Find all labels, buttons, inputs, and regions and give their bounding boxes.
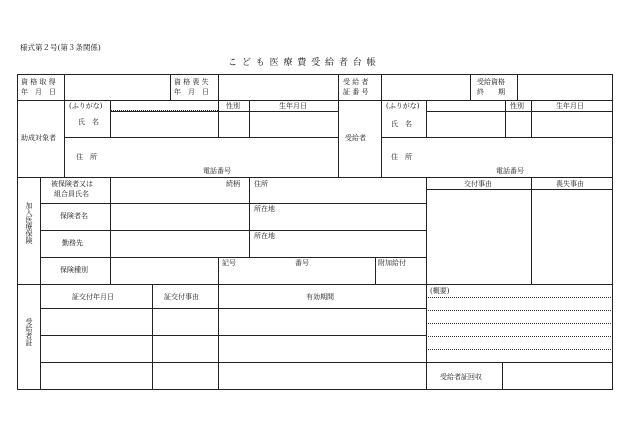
recipient-dob-label: 生年月日 bbox=[556, 102, 584, 110]
line bbox=[40, 203, 426, 204]
line bbox=[218, 100, 219, 137]
line bbox=[426, 111, 613, 112]
line bbox=[517, 74, 518, 100]
line bbox=[249, 177, 250, 257]
insured-label-2: 組合員氏名 bbox=[54, 190, 89, 198]
cert-no-label-2: 証 番 号 bbox=[343, 88, 369, 96]
subject-name-label: 氏 名 bbox=[78, 118, 99, 126]
acquire-ymd-label: 年 月 日 bbox=[21, 88, 56, 96]
recipient-phone-label: 電話番号 bbox=[496, 167, 524, 175]
line bbox=[428, 323, 611, 324]
subject-dob-label: 生年月日 bbox=[279, 102, 307, 110]
recipient-address-label: 住 所 bbox=[391, 153, 412, 161]
line bbox=[470, 74, 471, 100]
line bbox=[531, 177, 532, 284]
line bbox=[426, 177, 427, 284]
workplace-label: 勤務先 bbox=[62, 239, 83, 247]
line bbox=[426, 100, 427, 137]
line bbox=[170, 74, 171, 100]
line bbox=[152, 284, 153, 390]
end-label-1: 受給資格 bbox=[477, 78, 505, 86]
line bbox=[40, 177, 41, 284]
holder-location-label: 所在地 bbox=[254, 205, 275, 213]
issue-reason-label: 交付事由 bbox=[464, 180, 492, 188]
line bbox=[426, 189, 613, 190]
line bbox=[40, 257, 426, 258]
validity-label: 有効期間 bbox=[306, 293, 334, 301]
cert-issue-reason-label: 証交付事由 bbox=[164, 293, 199, 301]
line bbox=[218, 284, 219, 390]
issue-date-label: 証交付年月日 bbox=[72, 293, 114, 301]
line bbox=[428, 297, 611, 298]
number-label: 番号 bbox=[295, 259, 309, 267]
subject-furigana-label: (ふりがな) bbox=[69, 102, 103, 110]
line bbox=[110, 177, 111, 284]
line bbox=[505, 100, 506, 137]
end-label-2: 終 期 bbox=[477, 88, 505, 96]
loss-reason-label: 喪失事由 bbox=[556, 180, 584, 188]
lose-date-label: 資 格 喪 失 bbox=[174, 78, 209, 86]
lose-ymd-label: 年 月 日 bbox=[174, 88, 209, 96]
line bbox=[375, 257, 376, 284]
ledger-frame bbox=[17, 74, 613, 390]
line bbox=[40, 284, 41, 390]
recovery-label: 受給者証回収 bbox=[440, 373, 482, 381]
line bbox=[381, 137, 613, 138]
line bbox=[502, 362, 503, 390]
recipient-furigana-label: (ふりがな) bbox=[386, 102, 420, 110]
line bbox=[381, 100, 382, 177]
recipient-section-label: 受給者 bbox=[345, 134, 366, 142]
page-title: こ ど も 医 療 費 受 給 者 台 帳 bbox=[228, 58, 377, 68]
line bbox=[110, 110, 218, 111]
line bbox=[17, 100, 613, 101]
summary-label: (概要) bbox=[430, 287, 450, 295]
line bbox=[531, 100, 532, 137]
acquire-date-label: 資 格 取 得 bbox=[21, 78, 56, 86]
subject-address-label: 住 所 bbox=[76, 153, 97, 161]
line bbox=[381, 74, 382, 100]
insured-label-1: 被保険者又は bbox=[51, 180, 93, 188]
recipient-sex-label: 性別 bbox=[510, 102, 524, 110]
recipient-name-label: 氏 名 bbox=[391, 120, 412, 128]
line bbox=[64, 74, 65, 100]
line bbox=[40, 335, 426, 336]
relation-label: 続柄 bbox=[226, 180, 240, 188]
line bbox=[218, 257, 219, 284]
line bbox=[338, 100, 339, 177]
subject-phone-label: 電話番号 bbox=[203, 167, 231, 175]
line bbox=[428, 310, 611, 311]
line bbox=[426, 284, 427, 390]
line bbox=[426, 362, 613, 363]
line bbox=[40, 362, 426, 363]
insurance-type-label: 保険種別 bbox=[60, 266, 88, 274]
line bbox=[110, 111, 338, 112]
line bbox=[64, 137, 338, 138]
subject-section-label: 助成対象者 bbox=[21, 134, 56, 142]
line bbox=[110, 100, 111, 137]
line bbox=[17, 177, 613, 178]
insured-address-label: 住所 bbox=[254, 180, 268, 188]
certificate-section-label: 受給者証 bbox=[25, 318, 33, 346]
symbol-label: 記号 bbox=[222, 259, 236, 267]
line bbox=[338, 74, 339, 100]
line bbox=[428, 336, 611, 337]
line bbox=[40, 230, 426, 231]
holder-label: 保険者名 bbox=[60, 212, 88, 220]
line bbox=[218, 74, 219, 100]
insurance-section-label: 加入医療保険 bbox=[25, 202, 33, 244]
workplace-location-label: 所在地 bbox=[254, 232, 275, 240]
subject-sex-label: 性別 bbox=[226, 102, 240, 110]
line bbox=[40, 308, 426, 309]
line bbox=[249, 100, 250, 137]
cert-no-label-1: 受 給 者 bbox=[343, 78, 369, 86]
line bbox=[428, 349, 611, 350]
extra-benefit-label: 附加給付 bbox=[378, 259, 406, 267]
line bbox=[17, 284, 613, 285]
form-number: 様式第２号(第３条関係) bbox=[20, 43, 101, 52]
line bbox=[64, 100, 65, 177]
